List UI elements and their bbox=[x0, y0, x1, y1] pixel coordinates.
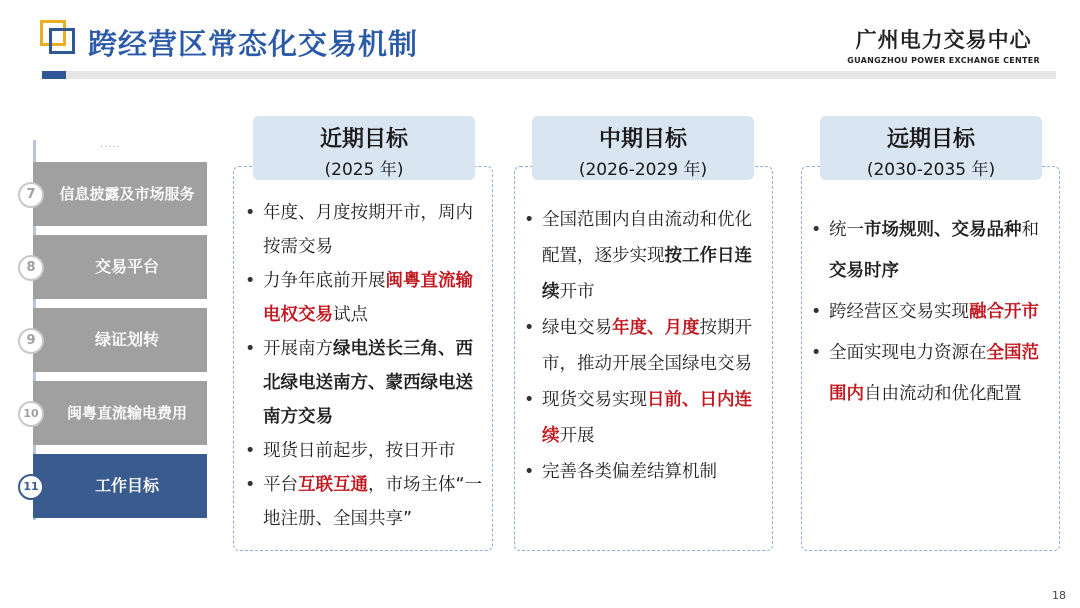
brand-logo bbox=[847, 24, 1040, 65]
nav-number-badge: 11 bbox=[18, 474, 44, 500]
mid-term-title: 中期目标 bbox=[598, 127, 687, 152]
header-divider bbox=[42, 71, 1056, 79]
list-item: • 跨经营区交易实现融合开市 bbox=[811, 292, 1056, 333]
long-term-period: (2030-2035 年) bbox=[866, 160, 996, 180]
list-item: • 绿电交易年度、月度按期开市，推动开展全国绿电交易 bbox=[524, 310, 769, 382]
sidebar-item-info-disclosure[interactable] bbox=[26, 162, 207, 226]
list-item: • 平台互联互通，市场主体“一地注册、全国共享” bbox=[245, 468, 490, 536]
nav-number-badge: 9 bbox=[18, 328, 44, 354]
list-item: • 全国范围内自由流动和优化配置，逐步实现按工作日连续开市 bbox=[524, 202, 769, 310]
near-term-period: (2025 年) bbox=[324, 160, 404, 180]
brand-name-en: GUANGZHOU POWER EXCHANGE CENTER bbox=[847, 56, 1040, 65]
list-item: • 现货交易实现日前、日内连续开展 bbox=[524, 382, 769, 454]
long-term-list bbox=[811, 210, 1056, 415]
list-item: • 力争年底前开展闽粤直流输电权交易试点 bbox=[245, 264, 490, 332]
sidebar-nav bbox=[0, 140, 215, 530]
nav-number-badge: 10 bbox=[18, 401, 44, 427]
sidebar-item-label: 闽粤直流输电费用 bbox=[66, 404, 187, 422]
sidebar-more-dots: ····· bbox=[100, 142, 121, 153]
mid-term-list bbox=[524, 202, 769, 490]
sidebar-item-trading-platform[interactable] bbox=[26, 235, 207, 299]
near-term-header bbox=[253, 116, 475, 180]
long-term-title: 远期目标 bbox=[886, 127, 975, 152]
mid-term-header bbox=[532, 116, 754, 180]
long-term-header bbox=[820, 116, 1042, 180]
sidebar-item-green-certificate[interactable] bbox=[26, 308, 207, 372]
sidebar-item-label: 工作目标 bbox=[94, 476, 159, 495]
title-logo-icon bbox=[40, 20, 80, 60]
nav-number-badge: 7 bbox=[18, 182, 44, 208]
list-item: • 全面实现电力资源在全国范围内自由流动和优化配置 bbox=[811, 333, 1056, 415]
sidebar-item-label: 绿证划转 bbox=[94, 330, 159, 349]
page-title: 跨经营区常态化交易机制 bbox=[88, 27, 419, 61]
list-item: • 年度、月度按期开市，周内按需交易 bbox=[245, 196, 490, 264]
sidebar-item-label: 交易平台 bbox=[94, 257, 159, 276]
near-term-list bbox=[245, 196, 490, 536]
page-number: 18 bbox=[1052, 589, 1066, 602]
near-term-title: 近期目标 bbox=[319, 127, 408, 152]
nav-number-badge: 8 bbox=[18, 255, 44, 281]
mid-term-period: (2026-2029 年) bbox=[578, 160, 708, 180]
list-item: • 统一市场规则、交易品种和交易时序 bbox=[811, 210, 1056, 292]
sidebar-item-work-goals[interactable] bbox=[23, 454, 207, 518]
list-item: • 完善各类偏差结算机制 bbox=[524, 454, 769, 490]
list-item: • 开展南方绿电送长三角、西北绿电送南方、蒙西绿电送南方交易 bbox=[245, 332, 490, 434]
sidebar-item-label: 信息披露及市场服务 bbox=[59, 185, 195, 203]
list-item: • 现货日前起步，按日开市 bbox=[245, 434, 490, 468]
sidebar-item-dc-fee[interactable] bbox=[23, 381, 207, 445]
brand-name-cn: 广州电力交易中心 bbox=[855, 28, 1032, 52]
